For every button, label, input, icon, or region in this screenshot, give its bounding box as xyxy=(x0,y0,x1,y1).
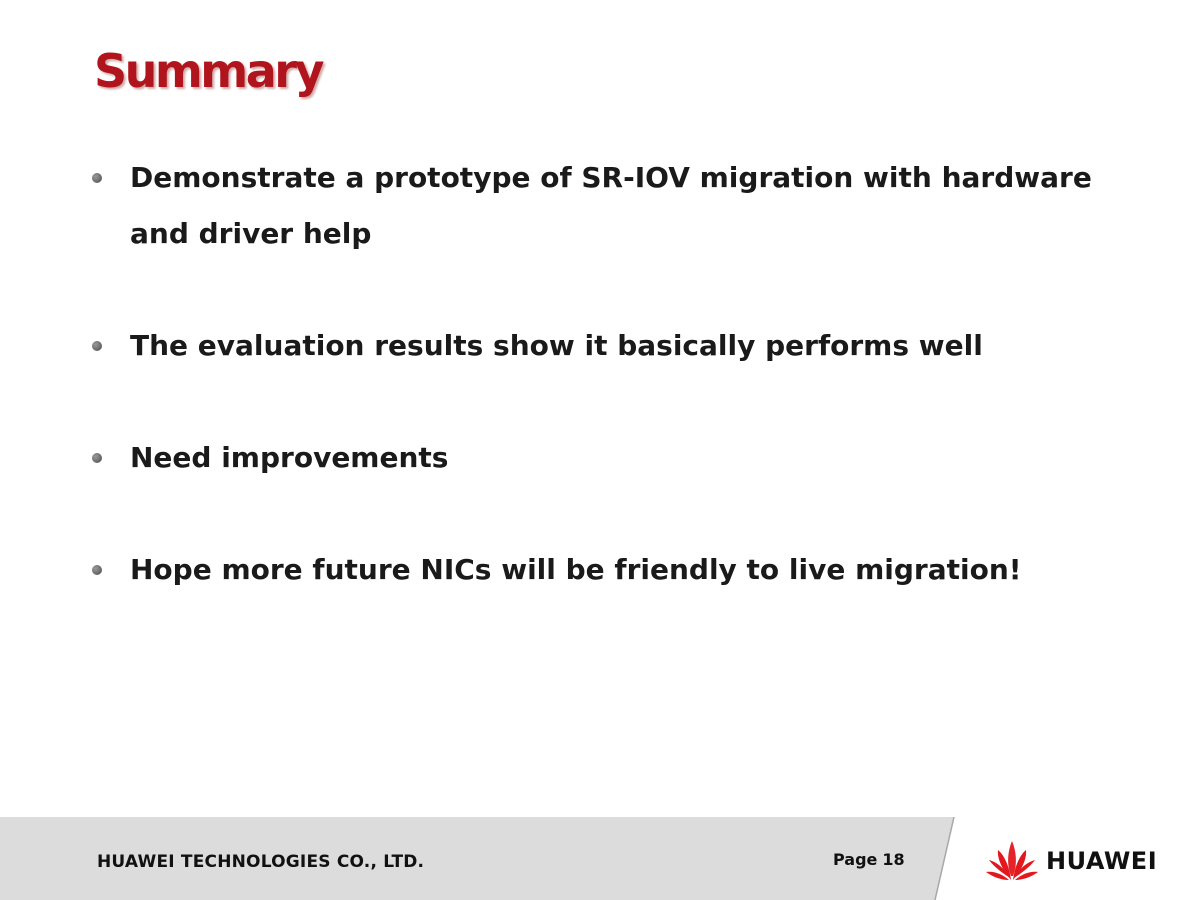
footer-bar xyxy=(0,817,1200,900)
round-bullet-icon xyxy=(92,453,102,463)
round-bullet-icon xyxy=(92,173,102,183)
company-name: HUAWEI TECHNOLOGIES CO., LTD. xyxy=(97,852,425,872)
round-bullet-icon xyxy=(92,341,102,351)
huawei-petal-logo-icon xyxy=(985,838,1039,882)
bullet-item xyxy=(92,542,1112,598)
slide-title: Summary xyxy=(94,44,322,98)
bullet-text: The evaluation results show it basically performs well xyxy=(130,329,983,362)
huawei-wordmark: HUAWEI xyxy=(1046,847,1158,875)
round-bullet-icon xyxy=(92,565,102,575)
page-number xyxy=(833,850,905,869)
bullet-item xyxy=(92,430,1112,486)
bullet-list xyxy=(92,150,1112,598)
huawei-logo xyxy=(985,838,1165,882)
bullet-item xyxy=(92,150,1112,262)
bullet-text: Hope more future NICs will be friendly to live migration! xyxy=(130,553,1022,586)
page-number-value: 18 xyxy=(882,850,905,869)
bullet-text: Need improvements xyxy=(130,441,449,474)
bullet-text: Demonstrate a prototype of SR-IOV migration with hardware and driver help xyxy=(130,161,1092,250)
bullet-item xyxy=(92,318,1112,374)
page-label: Page xyxy=(833,850,878,869)
